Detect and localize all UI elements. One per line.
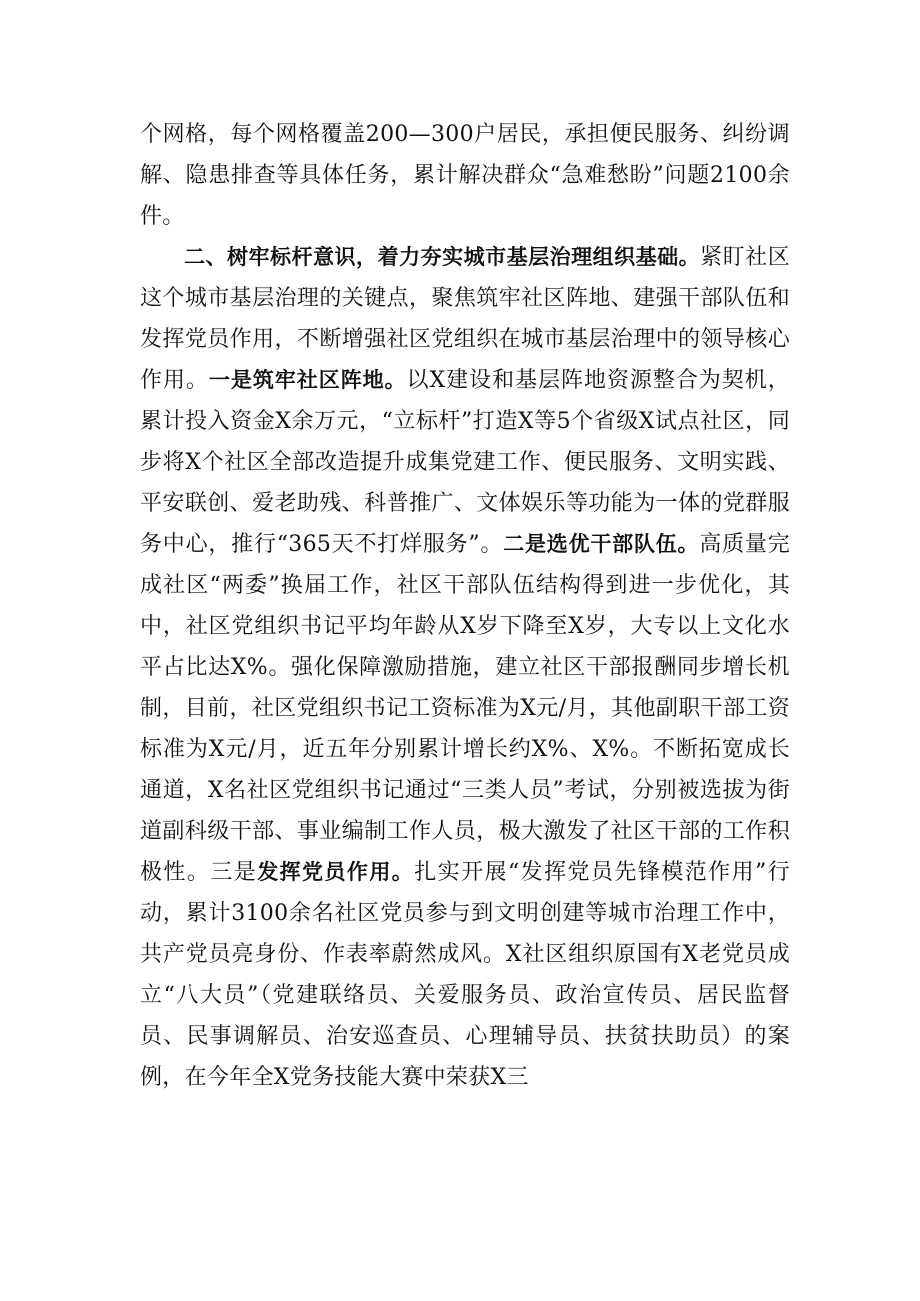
point-two-title: 二是选优干部队伍。 [503,532,700,556]
point-three-text: 扎实开展“发挥党员先锋模范作用”行动，累计3100余名社区党员参与到文明创建等城市治理工作中，共产党员亮身份、作表率蔚然成风。X社区组织原国有X老党员成立“八大员”（党建联络员、关爱服务员、政治宣传员、居民监督员、民事调解员、治安巡查员、心理辅导员、扶贫扶助员）的案例，在今年全X党务技能大赛中荣获X三 [140,860,790,1090]
point-three-prefix: 三是 [210,860,258,885]
section-intro: 紧盯社区这个城市基层治理的关键点，聚焦筑牢社区阵地、建强干部队伍和发挥党员作用，不断增强社区党组织在城市基层治理中的领导核心作用。 [140,245,790,393]
paragraph-section-two [140,237,790,1098]
point-two-text: 高质量完成社区“两委”换届工作，社区干部队伍结构得到进一步优化，其中，社区党组织书记平均年龄从X岁下降至X岁，大专以上文化水平占比达X%。强化保障激励措施，建立社区干部报酬同步增长机制，目前，社区党组织书记工资标准为X元/月，其他副职干部工资标准为X元/月，近五年分别累计增长约X%、X%。不断拓宽成长通道，X名社区党组织书记通过“三类人员”考试，分别被选拔为街道副科级干部、事业编制工作人员，极大激发了社区干部的工作积极性。 [140,532,791,885]
point-three-title: 发挥党员作用。 [257,860,415,884]
paragraph-continuation: 个网格，每个网格覆盖200—300户居民，承担便民服务、纠纷调解、隐患排查等具体任务，累计解决群众“急难愁盼”问题2100余件。 [140,122,790,229]
section-heading: 二、树牢标杆意识，着力夯实城市基层治理组织基础。 [184,245,701,269]
point-one-title: 一是筑牢社区阵地。 [208,368,407,392]
point-one-text: 以X建设和基层阵地资源整合为契机，累计投入资金X余万元，“立标杆”打造X等5个省级X试点社区，同步将X个社区全部改造提升成集党建工作、便民服务、文明实践、平安联创、爱老助残、科普推广、文体娱乐等功能为一体的党群服务中心，推行“365天不打烊服务”。 [140,368,790,557]
body-text [140,114,790,1098]
